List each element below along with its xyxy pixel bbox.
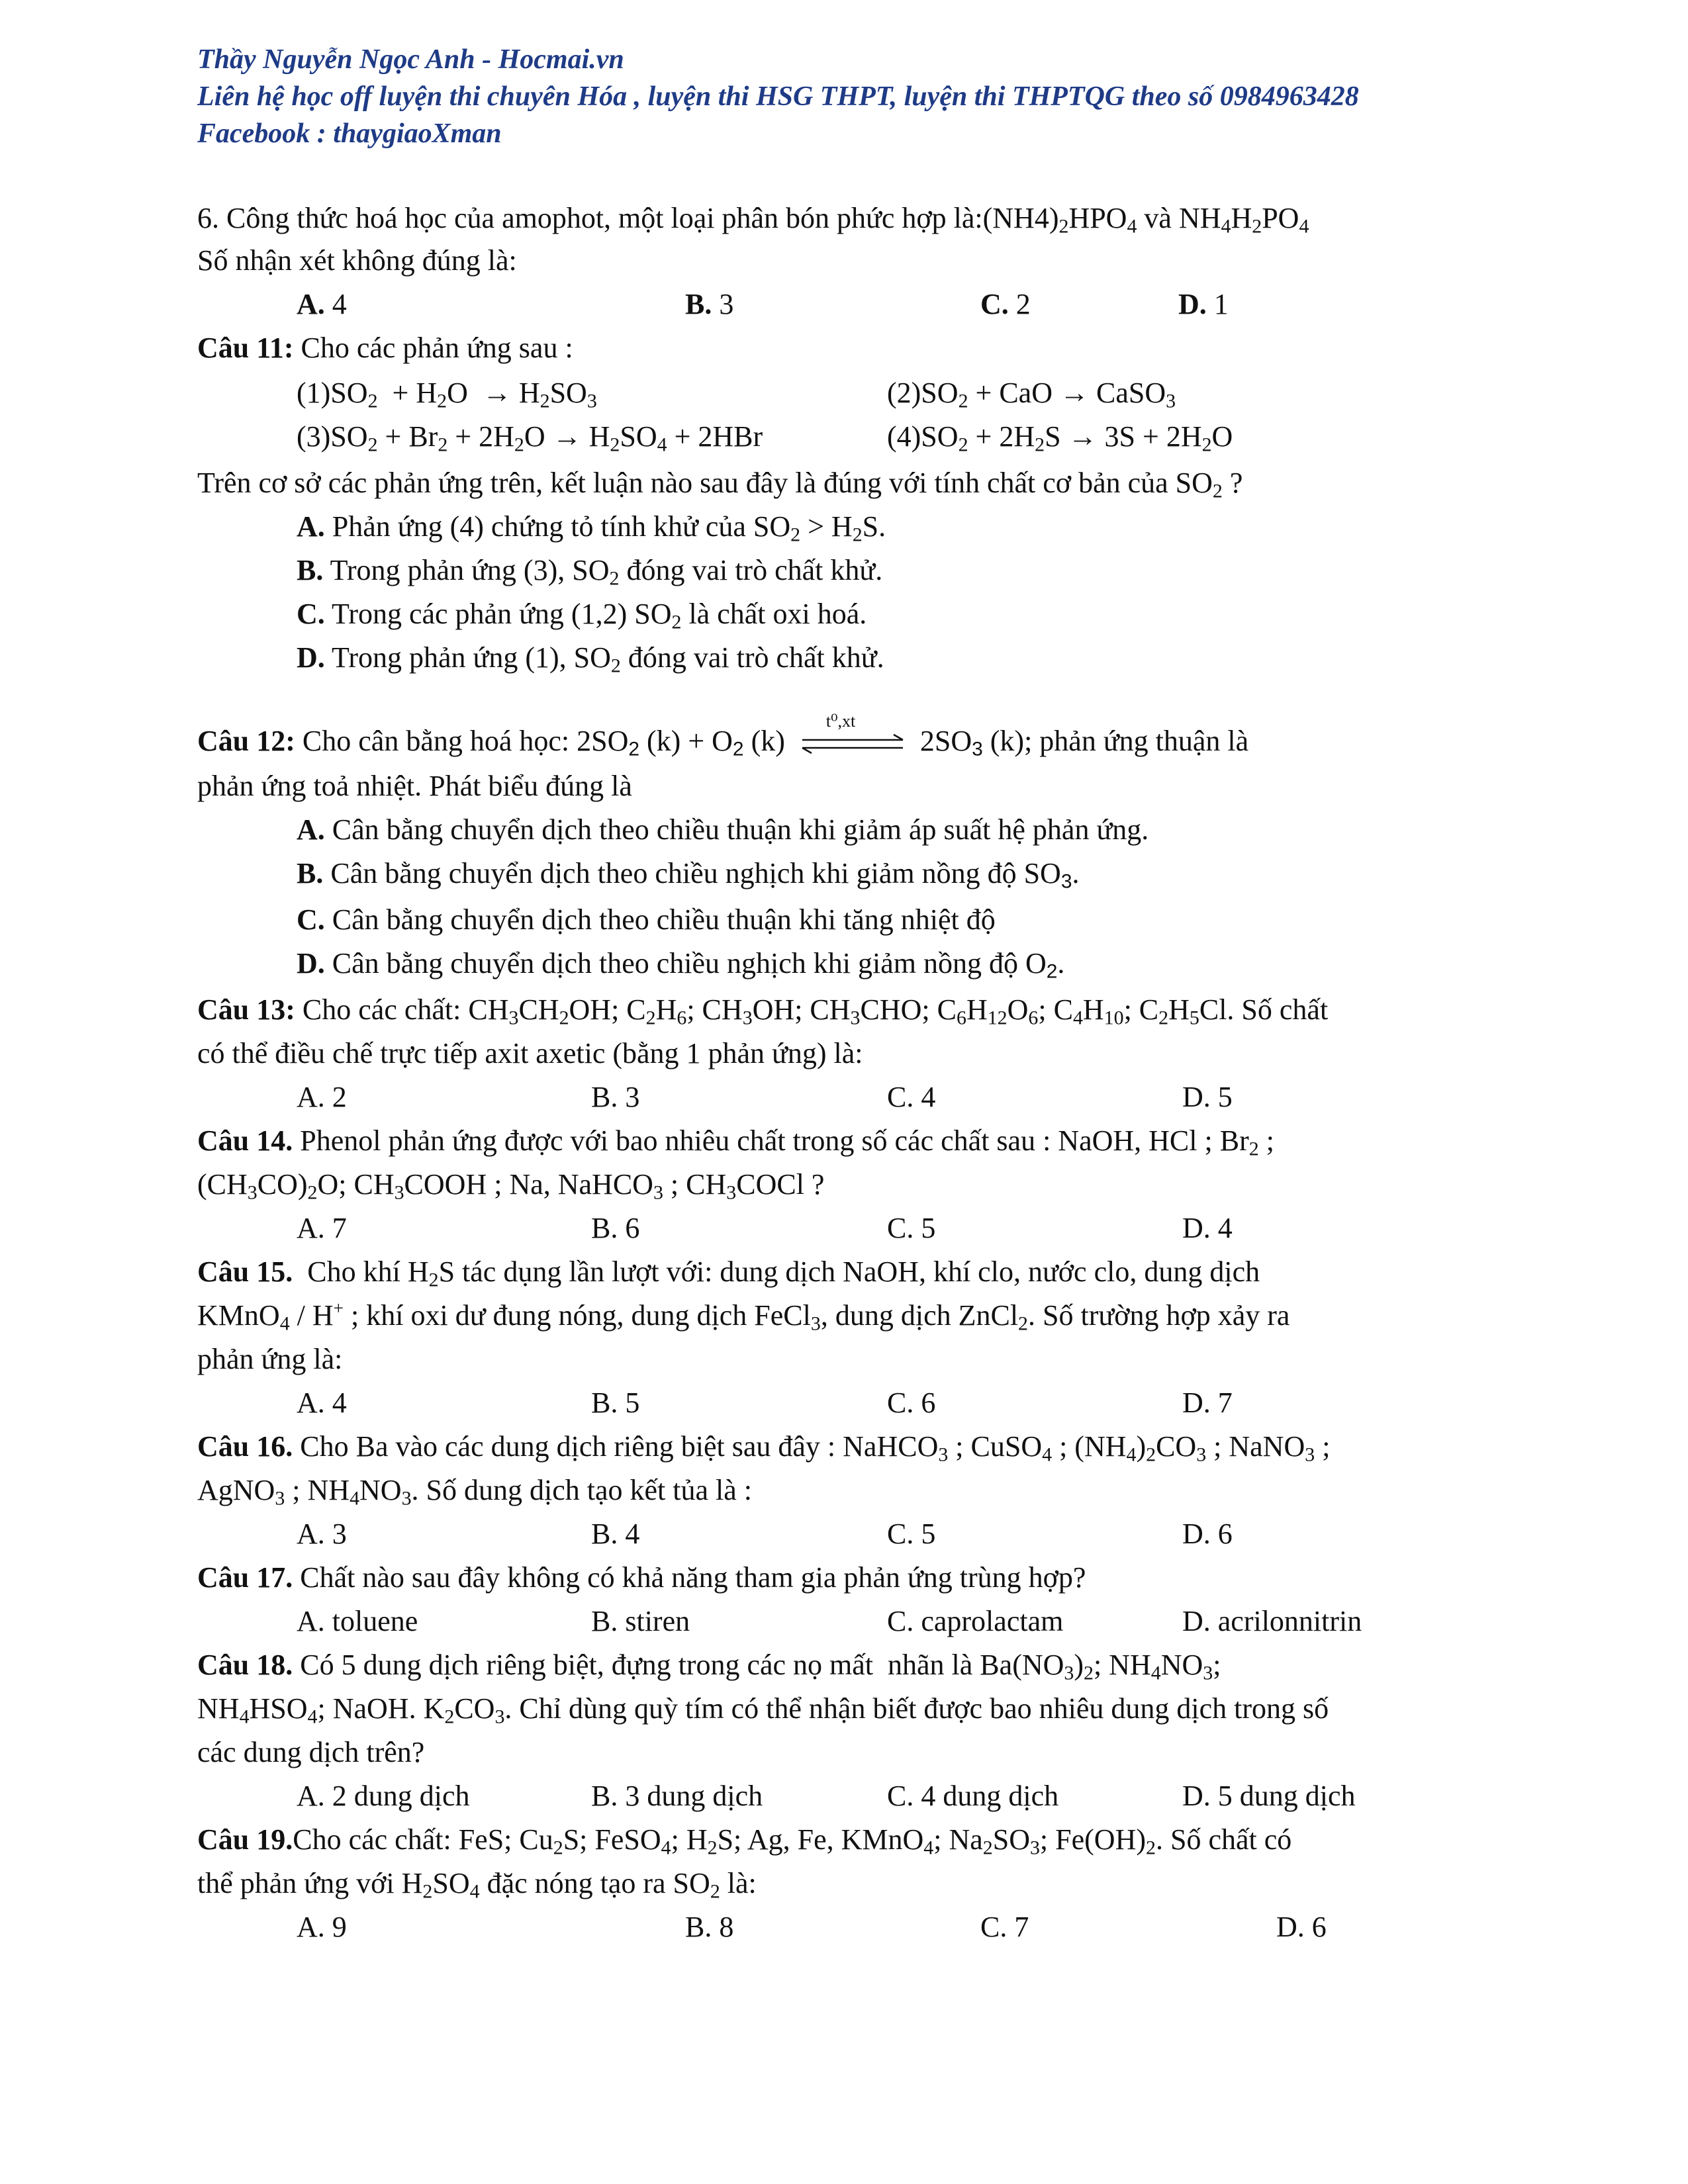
q12-stem-2: phản ứng toả nhiệt. Phát biểu đúng là bbox=[197, 770, 632, 802]
q10-prompt: Số nhận xét không đúng là: bbox=[197, 244, 517, 277]
q14-option-a[interactable]: A. 7 bbox=[297, 1212, 347, 1244]
q17-option-c[interactable]: C. caprolactam bbox=[887, 1605, 1064, 1637]
q17-option-b[interactable]: B. stiren bbox=[591, 1605, 690, 1637]
q13-stem: Câu 13: Cho các chất: $CH_3CH_2OH$; $C_2H_6$; $CH_3OH$; $CH_3CHO$; $C_6H_{12}O_6$; $C_4H_{10}$; $C_2H_5Cl$. Số chất bbox=[197, 993, 1329, 1029]
q11-option-a[interactable]: A. Phản ứng (4) chứng tỏ tính khử của $SO_2 > H_2S$. bbox=[297, 510, 886, 546]
q14-option-d[interactable]: D. 4 bbox=[1182, 1212, 1233, 1244]
q11-reaction-4: $(4)SO_2 + 2H_2S \to 3S + 2H_2O$ bbox=[887, 420, 1233, 456]
q12-option-b[interactable]: B. Cân bằng chuyển dịch theo chiều nghịch khi giảm nồng độ $SO_3$. bbox=[297, 857, 1080, 893]
q11-stem: Câu 11: Cho các phản ứng sau : bbox=[197, 332, 573, 364]
q11-conclusion: Trên cơ sở các phản ứng trên, kết luận nào sau đây là đúng với tính chất cơ bản của $SO_2$ ? bbox=[197, 467, 1243, 502]
q12-option-d[interactable]: D. Cân bằng chuyển dịch theo chiều nghịch khi giảm nồng độ $O_2$. bbox=[297, 947, 1065, 983]
q11-reaction-3: $(3)SO_2 + Br_2 + 2H_2O \to H_2SO_4 + 2HBr$ bbox=[297, 420, 763, 456]
q13-stem-2: có thể điều chế trực tiếp axit axetic (bằng 1 phản ứng) là: bbox=[197, 1037, 863, 1069]
q14-stem: Câu 14. Phenol phản ứng được với bao nhiêu chất trong số các chất sau : NaOH, HCl ; $Br_2$ ; bbox=[197, 1124, 1274, 1160]
q15-option-a[interactable]: A. 4 bbox=[297, 1387, 347, 1419]
q18-option-c[interactable]: C. 4 dung dịch bbox=[887, 1780, 1059, 1812]
q11-reaction-2: $(2)SO_2$ + CaO → CaSO$_3$ bbox=[887, 377, 1176, 412]
q13-option-d[interactable]: D. 5 bbox=[1182, 1081, 1233, 1113]
q18-option-a[interactable]: A. 2 dung dịch bbox=[297, 1780, 470, 1812]
header-contact: Liên hệ học off luyện thi chuyên Hóa , luyện thi HSG THPT, luyện thi THPTQG theo số 0984963428 bbox=[197, 81, 1359, 112]
q11-option-d[interactable]: D. Trong phản ứng (1), $SO_2$ đóng vai trò chất khử. bbox=[297, 641, 884, 677]
q11-option-b[interactable]: B. Trong phản ứng (3), $SO_2$ đóng vai trò chất khử. bbox=[297, 554, 883, 590]
q16-option-c[interactable]: C. 5 bbox=[887, 1518, 936, 1550]
q10-option-b[interactable]: B. 3 bbox=[685, 288, 734, 320]
q12-stem: Câu 12: Cho cân bằng hoá học: $2SO_2$ $(k) + O_2$ (k) t⁰,xt $2SO_3$ (k); phản ứng thuận là bbox=[197, 711, 1249, 760]
q11-option-c[interactable]: C. Trong các phản ứng (1,2) $SO_2$ là chất oxi hoá. bbox=[297, 598, 867, 633]
q12-option-a[interactable]: A. Cân bằng chuyển dịch theo chiều thuận khi giảm áp suất hệ phản ứng. bbox=[297, 813, 1149, 846]
equilibrium-arrow-icon: t⁰,xt bbox=[800, 731, 906, 757]
q17-option-a[interactable]: A. toluene bbox=[297, 1605, 418, 1637]
q18-stem-3: các dung dịch trên? bbox=[197, 1736, 425, 1768]
q13-option-a[interactable]: A. 2 bbox=[297, 1081, 347, 1113]
q16-option-b[interactable]: B. 4 bbox=[591, 1518, 640, 1550]
q19-stem: Câu 19.Cho các chất: FeS; $Cu_2S$; FeSO$_4$; $H_2S$; Ag, Fe, KMnO$_4$; $Na_2SO_3$; $Fe(OH)_2$. Số chất có bbox=[197, 1823, 1292, 1859]
q10-option-a[interactable]: A. 4 bbox=[297, 288, 347, 320]
q15-option-d[interactable]: D. 7 bbox=[1182, 1387, 1233, 1419]
page-header bbox=[197, 41, 1521, 152]
q16-stem: Câu 16. Cho Ba vào các dung dịch riêng biệt sau đây : NaHCO$_3$ ; CuSO$_4$ ; $(NH_4)_2CO_3$ ; NaNO$_3$ ; bbox=[197, 1430, 1331, 1466]
q12-option-c[interactable]: C. Cân bằng chuyển dịch theo chiều thuận khi tăng nhiệt độ bbox=[297, 903, 996, 936]
q16-option-a[interactable]: A. 3 bbox=[297, 1518, 347, 1550]
q18-option-d[interactable]: D. 5 dung dịch bbox=[1182, 1780, 1356, 1812]
header-facebook: Facebook : thaygiaoXman bbox=[197, 118, 502, 149]
q15-option-b[interactable]: B. 5 bbox=[591, 1387, 640, 1419]
header-author: Thầy Nguyễn Ngọc Anh - Hocmai.vn bbox=[197, 44, 624, 75]
q13-option-b[interactable]: B. 3 bbox=[591, 1081, 640, 1113]
q19-option-b[interactable]: B. 8 bbox=[685, 1911, 734, 1943]
q15-stem: Câu 15. Cho khí $H_2S$ tác dụng lần lượt với: dung dịch NaOH, khí clo, nước clo, dung dịch bbox=[197, 1255, 1260, 1291]
q10-option-d[interactable]: D. 1 bbox=[1178, 288, 1229, 320]
q17-stem: Câu 17. Chất nào sau đây không có khả năng tham gia phản ứng trùng hợp? bbox=[197, 1561, 1086, 1594]
q19-option-a[interactable]: A. 9 bbox=[297, 1911, 347, 1943]
q19-option-c[interactable]: C. 7 bbox=[980, 1911, 1029, 1943]
q16-stem-2: AgNO$_3$ ; $NH_4NO_3$. Số dung dịch tạo kết tủa là : bbox=[197, 1474, 752, 1510]
q15-stem-2: KMnO$_4$ / H+ ; khí oxi dư đung nóng, dung dịch FeCl$_3$, dung dịch ZnCl$_2$. Số trường hợp xảy ra bbox=[197, 1298, 1290, 1335]
q14-option-b[interactable]: B. 6 bbox=[591, 1212, 640, 1244]
q14-option-c[interactable]: C. 5 bbox=[887, 1212, 936, 1244]
q18-stem-2: $NH_4HSO_4$; NaOH. $K_2CO_3$. Chỉ dùng quỳ tím có thể nhận biết được bao nhiêu dung dịch trong số bbox=[197, 1692, 1329, 1728]
q17-option-d[interactable]: D. acrilonnitrin bbox=[1182, 1605, 1362, 1637]
q14-stem-2: $(CH_3CO)_2O$; $CH_3COOH$ ; Na, NaHCO$_3$ ; $CH_3COCl$ ? bbox=[197, 1168, 825, 1204]
q10-item6: 6. Công thức hoá học của amophot, một loại phân bón phức hợp $là:(NH4)_2HPO_4$ và $NH_4H_2PO_4$ bbox=[197, 202, 1309, 238]
q19-option-d[interactable]: D. 6 bbox=[1276, 1911, 1327, 1943]
q15-stem-3: phản ứng là: bbox=[197, 1343, 343, 1375]
q16-option-d[interactable]: D. 6 bbox=[1182, 1518, 1233, 1550]
q15-option-c[interactable]: C. 6 bbox=[887, 1387, 936, 1419]
q18-stem: Câu 18. Có 5 dung dịch riêng biệt, đựng trong các nọ mất nhãn là $Ba(NO_3)_2$; $NH_4NO_3$; bbox=[197, 1649, 1221, 1684]
q10-option-c[interactable]: C. 2 bbox=[980, 288, 1031, 320]
q11-reaction-1: $(1)SO_2 + H_2O \to H_2SO_3$ bbox=[297, 377, 597, 412]
q13-option-c[interactable]: C. 4 bbox=[887, 1081, 936, 1113]
q19-stem-2: thể phản ứng với $H_2SO_4$ đặc nóng tạo ra $SO_2$ là: bbox=[197, 1867, 757, 1903]
q18-option-b[interactable]: B. 3 dung dịch bbox=[591, 1780, 763, 1812]
